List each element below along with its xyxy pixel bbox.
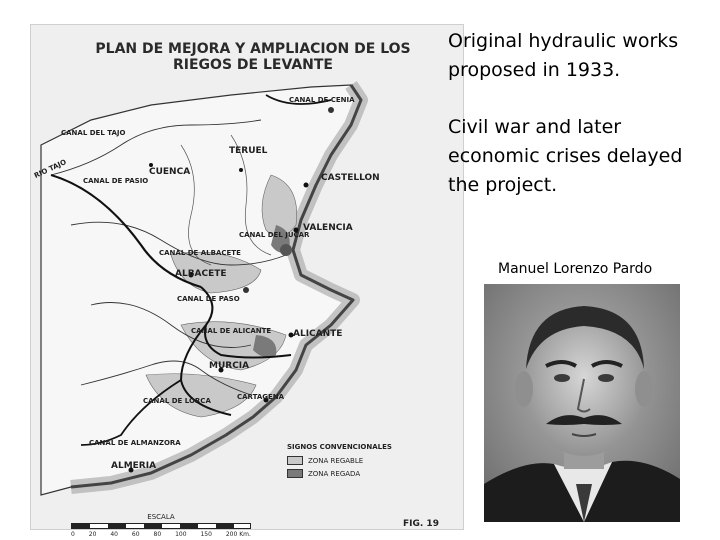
map-label-albacete: ALBACETE bbox=[175, 269, 227, 279]
map-label-rio-tajo: RIO TAJO bbox=[32, 158, 68, 180]
legend-item bbox=[287, 469, 392, 478]
map-label-canal-del-jucar: CANAL DEL JUCAR bbox=[239, 231, 310, 239]
scale-tick: 20 bbox=[88, 531, 97, 538]
map-legend bbox=[287, 443, 392, 482]
scale-tick: 100 bbox=[175, 531, 187, 538]
map-illustration bbox=[31, 25, 463, 529]
scale-tick: 200 Km. bbox=[225, 531, 251, 538]
legend-item bbox=[287, 456, 392, 465]
map-label-canal-de-alicante: CANAL DE ALICANTE bbox=[191, 327, 272, 335]
map-label-canal-de-albacete: CANAL DE ALBACETE bbox=[159, 249, 241, 257]
caption-paragraph-2: Civil war and later economic crises delayed the project. bbox=[448, 116, 683, 196]
scale-ticks bbox=[71, 531, 251, 538]
legend-heading: SIGNOS CONVENCIONALES bbox=[287, 443, 392, 451]
map-label-valencia: VALENCIA bbox=[303, 223, 353, 233]
scale-bar bbox=[71, 523, 251, 529]
map-label-canal-tajo: CANAL DEL TAJO bbox=[61, 129, 126, 137]
map-title-line1: PLAN DE MEJORA Y AMPLIACION DE LOS bbox=[95, 41, 411, 57]
map-label-cartagena: CARTAGENA bbox=[237, 393, 285, 401]
scale-tick: 60 bbox=[131, 531, 140, 538]
map-label-alicante: ALICANTE bbox=[293, 329, 343, 339]
map-label-canal-de-lorca: CANAL DE LORCA bbox=[143, 397, 211, 405]
legend-swatch bbox=[287, 456, 303, 465]
map-label-canal-de-almanzora: CANAL DE ALMANZORA bbox=[89, 439, 181, 447]
legend-label: ZONA REGABLE bbox=[308, 456, 364, 465]
portrait-photo bbox=[484, 284, 680, 522]
map-label-canal-de-cenia: CANAL DE CENIA bbox=[289, 96, 355, 104]
map-label-teruel: TERUEL bbox=[229, 146, 268, 156]
historic-map-image bbox=[30, 24, 464, 538]
caption-paragraph-1: Original hydraulic works proposed in 1933. bbox=[448, 30, 679, 81]
map-label-canal-de-paso: CANAL DE PASO bbox=[177, 295, 240, 303]
map-label-almeria: ALMERIA bbox=[111, 461, 157, 471]
portrait-caption: Manuel Lorenzo Pardo bbox=[498, 261, 653, 277]
figure-label: FIG. 19 bbox=[403, 519, 439, 529]
scale-tick: 0 bbox=[71, 531, 75, 538]
map-title bbox=[63, 41, 443, 73]
map-scale bbox=[71, 513, 251, 538]
map-label-canal-de-pasio: CANAL DE PASIO bbox=[83, 177, 149, 185]
map-label-castellon: CASTELLON bbox=[321, 173, 380, 183]
map-title-line2: RIEGOS DE LEVANTE bbox=[173, 57, 333, 73]
scale-tick: 80 bbox=[153, 531, 162, 538]
scale-tick: 150 bbox=[200, 531, 212, 538]
portrait-illustration bbox=[484, 284, 680, 522]
scale-label: ESCALA bbox=[147, 513, 175, 521]
legend-swatch bbox=[287, 469, 303, 478]
scale-tick: 40 bbox=[110, 531, 118, 538]
map-label-murcia: MURCIA bbox=[209, 361, 250, 371]
map-label-cuenca: CUENCA bbox=[149, 167, 191, 177]
legend-label: ZONA REGADA bbox=[308, 469, 361, 478]
